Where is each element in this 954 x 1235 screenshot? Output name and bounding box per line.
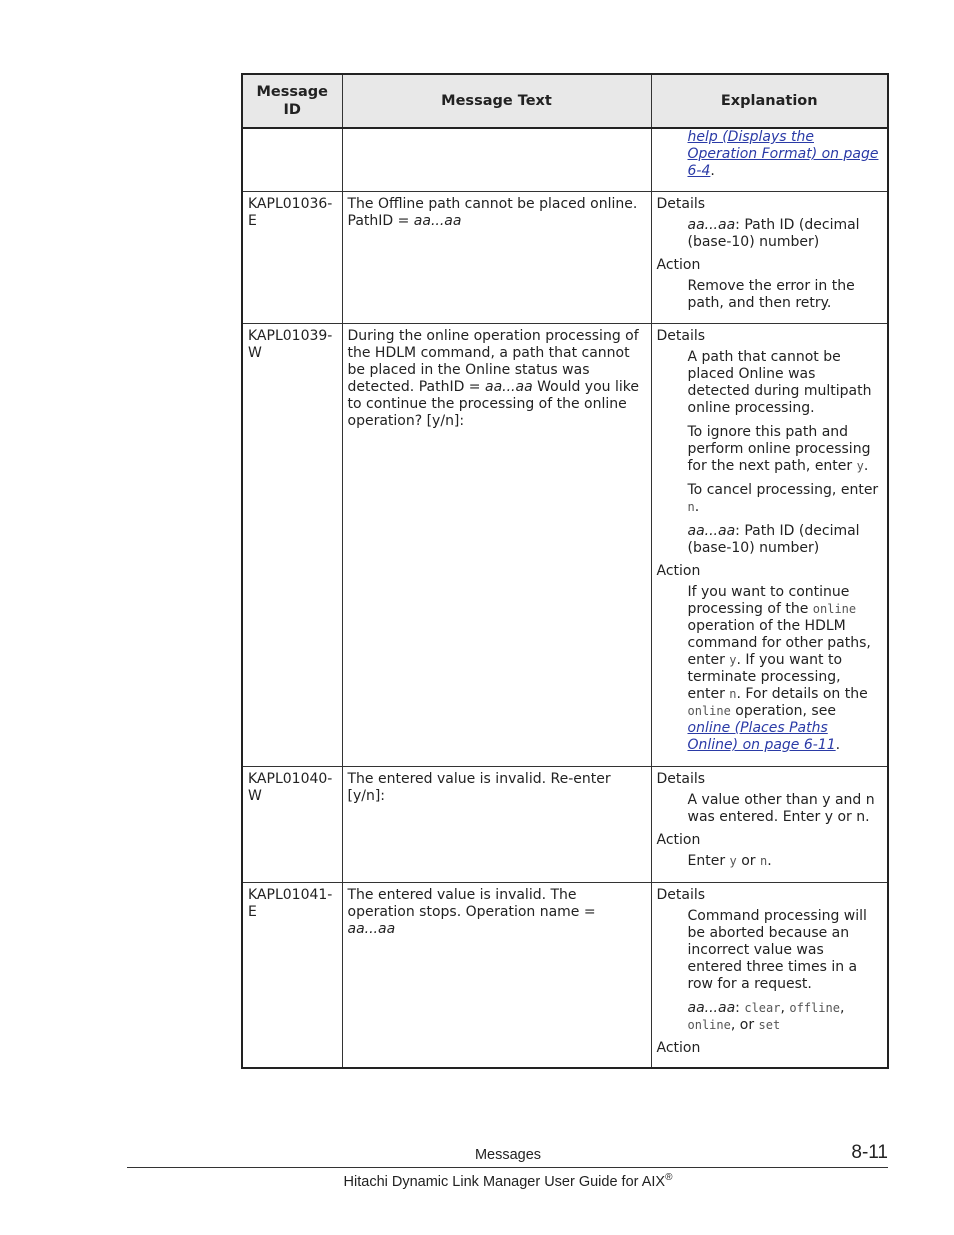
table-row bbox=[242, 883, 888, 1069]
message-explanation bbox=[651, 767, 888, 883]
message-text: The entered value is invalid. The operation stops. Operation name = aa...aa bbox=[342, 883, 651, 1069]
header-message-text: Message Text bbox=[342, 74, 651, 128]
action-label: Action bbox=[656, 1040, 701, 1056]
footer-section-title: Messages bbox=[474, 1147, 542, 1163]
message-text: During the online operation processing of the HDLM command, a path that cannot be placed in the Online status was detected. PathID = aa...aa Would you like to continue the processing of the online operation? [y/n]: bbox=[342, 324, 651, 767]
detail-text: A path that cannot be placed Online was detected during multipath online processing. bbox=[687, 349, 872, 416]
action-label: Action bbox=[656, 832, 701, 848]
table-header-row bbox=[242, 74, 888, 128]
message-explanation bbox=[651, 192, 888, 324]
action-label: Action bbox=[656, 563, 701, 579]
detail-text: To ignore this path and perform online processing for the next path, enter y. bbox=[687, 424, 871, 474]
detail-text: Command processing will be aborted because an incorrect value was entered three times in a row for a request. bbox=[687, 908, 867, 992]
details-label: Details bbox=[656, 328, 706, 344]
registered-mark: ® bbox=[665, 1172, 673, 1183]
table-row bbox=[242, 192, 888, 324]
message-id: KAPL01040-W bbox=[242, 767, 342, 883]
action-label: Action bbox=[656, 257, 701, 273]
message-text: The entered value is invalid. Re-enter [y/n]: bbox=[342, 767, 651, 883]
message-explanation bbox=[651, 883, 888, 1069]
cell-text bbox=[342, 128, 651, 192]
online-link[interactable]: online (Places Paths Online) on page 6-11 bbox=[687, 720, 836, 753]
footer-divider bbox=[127, 1167, 888, 1168]
action-text: Remove the error in the path, and then retry. bbox=[687, 278, 855, 311]
detail-text: A value other than y and n was entered. Enter y or n. bbox=[687, 792, 875, 825]
action-text: Enter y or n. bbox=[687, 853, 772, 869]
message-id: KAPL01036-E bbox=[242, 192, 342, 324]
details-label: Details bbox=[656, 196, 706, 212]
details-label: Details bbox=[656, 771, 706, 787]
header-message-id: Message ID bbox=[242, 74, 342, 128]
footer-book-title: Hitachi Dynamic Link Manager User Guide for AIX® bbox=[343, 1172, 673, 1190]
help-link[interactable]: help (Displays the Operation Format) on page 6-4 bbox=[687, 129, 879, 179]
messages-table bbox=[241, 73, 889, 1069]
detail-text: aa...aa: Path ID (decimal (base-10) number) bbox=[687, 523, 860, 556]
detail-text: To cancel processing, enter n. bbox=[687, 482, 879, 515]
table-row bbox=[242, 324, 888, 767]
details-label: Details bbox=[656, 887, 706, 903]
table-row-continuation bbox=[242, 128, 888, 192]
header-explanation: Explanation bbox=[651, 74, 888, 128]
cell-explanation: help (Displays the Operation Format) on page 6-4. bbox=[651, 128, 888, 192]
table-row bbox=[242, 767, 888, 883]
message-explanation bbox=[651, 324, 888, 767]
cell-id bbox=[242, 128, 342, 192]
page-number: 8-11 bbox=[851, 1142, 888, 1163]
detail-text: aa...aa: clear, offline, online, or set bbox=[687, 1000, 845, 1033]
message-text: The Offline path cannot be placed online. PathID = aa...aa bbox=[342, 192, 651, 324]
detail-text: aa...aa: Path ID (decimal (base-10) number) bbox=[687, 217, 860, 250]
message-id: KAPL01041-E bbox=[242, 883, 342, 1069]
action-text: If you want to continue processing of the online operation of the HDLM command for other paths, enter y. If you want to terminate processing, enter n. For details on the online operation, see online (Places Paths Online) on page 6-11. bbox=[687, 584, 871, 753]
message-id: KAPL01039-W bbox=[242, 324, 342, 767]
